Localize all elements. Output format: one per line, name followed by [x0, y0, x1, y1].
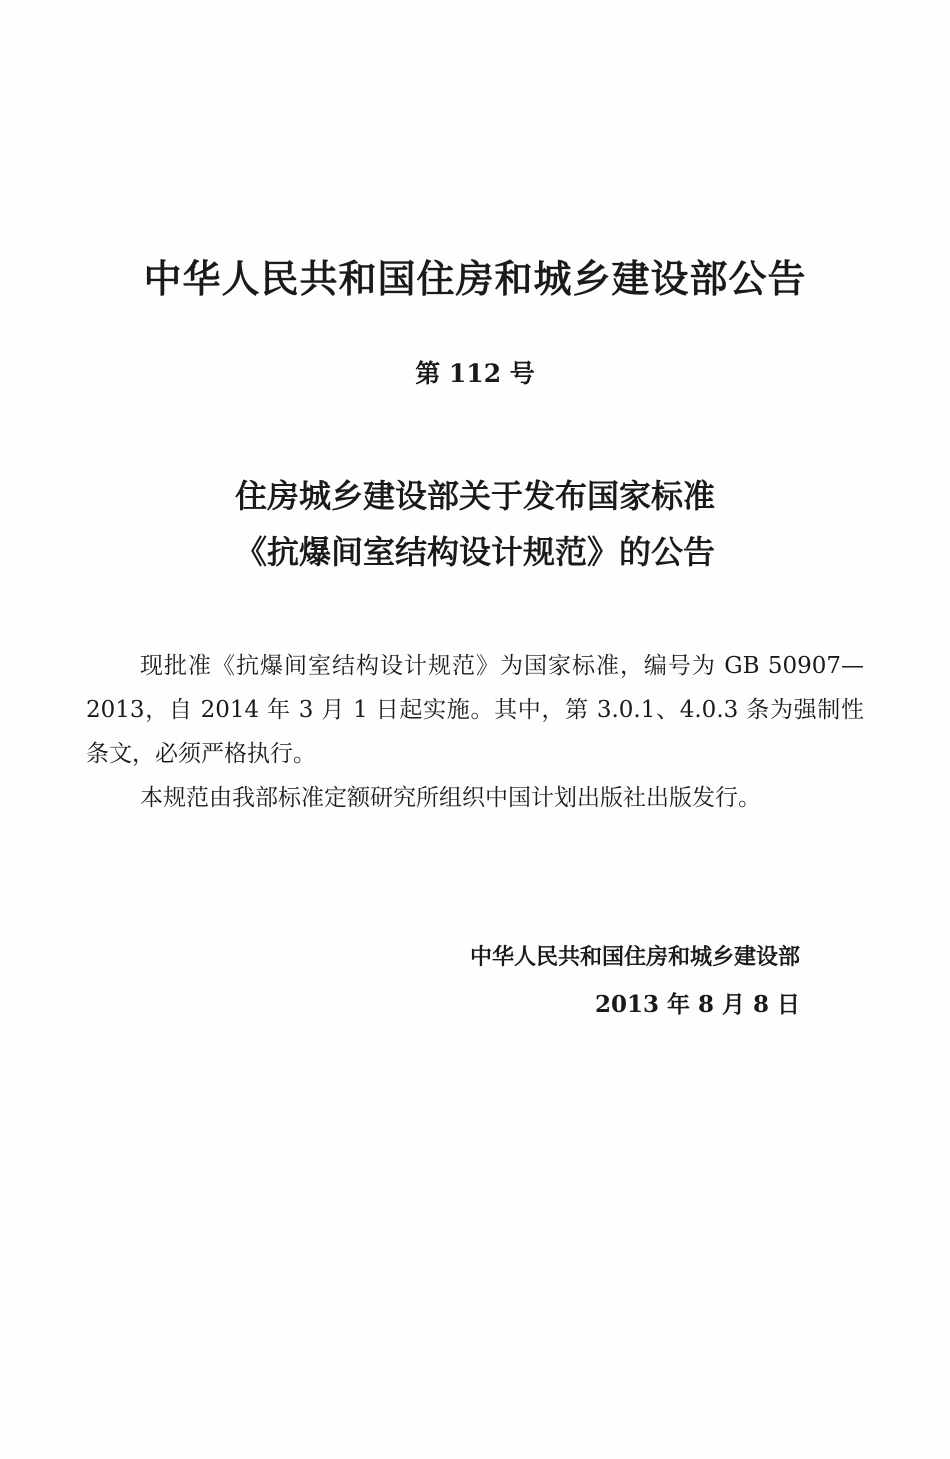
body-paragraph-1: 现批准《抗爆间室结构设计规范》为国家标准，编号为 GB 50907—2013，自 2014 年 3 月 1 日起实施。其中，第 3.0.1、4.0.3 条为强制性条文，必须严格执行。: [86, 653, 864, 767]
subject-line-1: 住房城乡建设部关于发布国家标准: [234, 477, 715, 515]
announcement-subject: [0, 468, 950, 580]
announcement-number: 第 112 号: [415, 359, 535, 388]
announcement-title: 中华人民共和国住房和城乡建设部公告: [143, 257, 807, 301]
signature-date: 2013 年 8 月 8 日: [594, 991, 800, 1018]
announcement-body: [86, 644, 864, 820]
body-paragraph-2: 本规范由我部标准定额研究所组织中国计划出版社出版发行。: [140, 785, 761, 811]
signature-organization: 中华人民共和国住房和城乡建设部: [469, 945, 800, 970]
subject-line-2: 《抗爆间室结构设计规范》的公告: [234, 533, 715, 571]
